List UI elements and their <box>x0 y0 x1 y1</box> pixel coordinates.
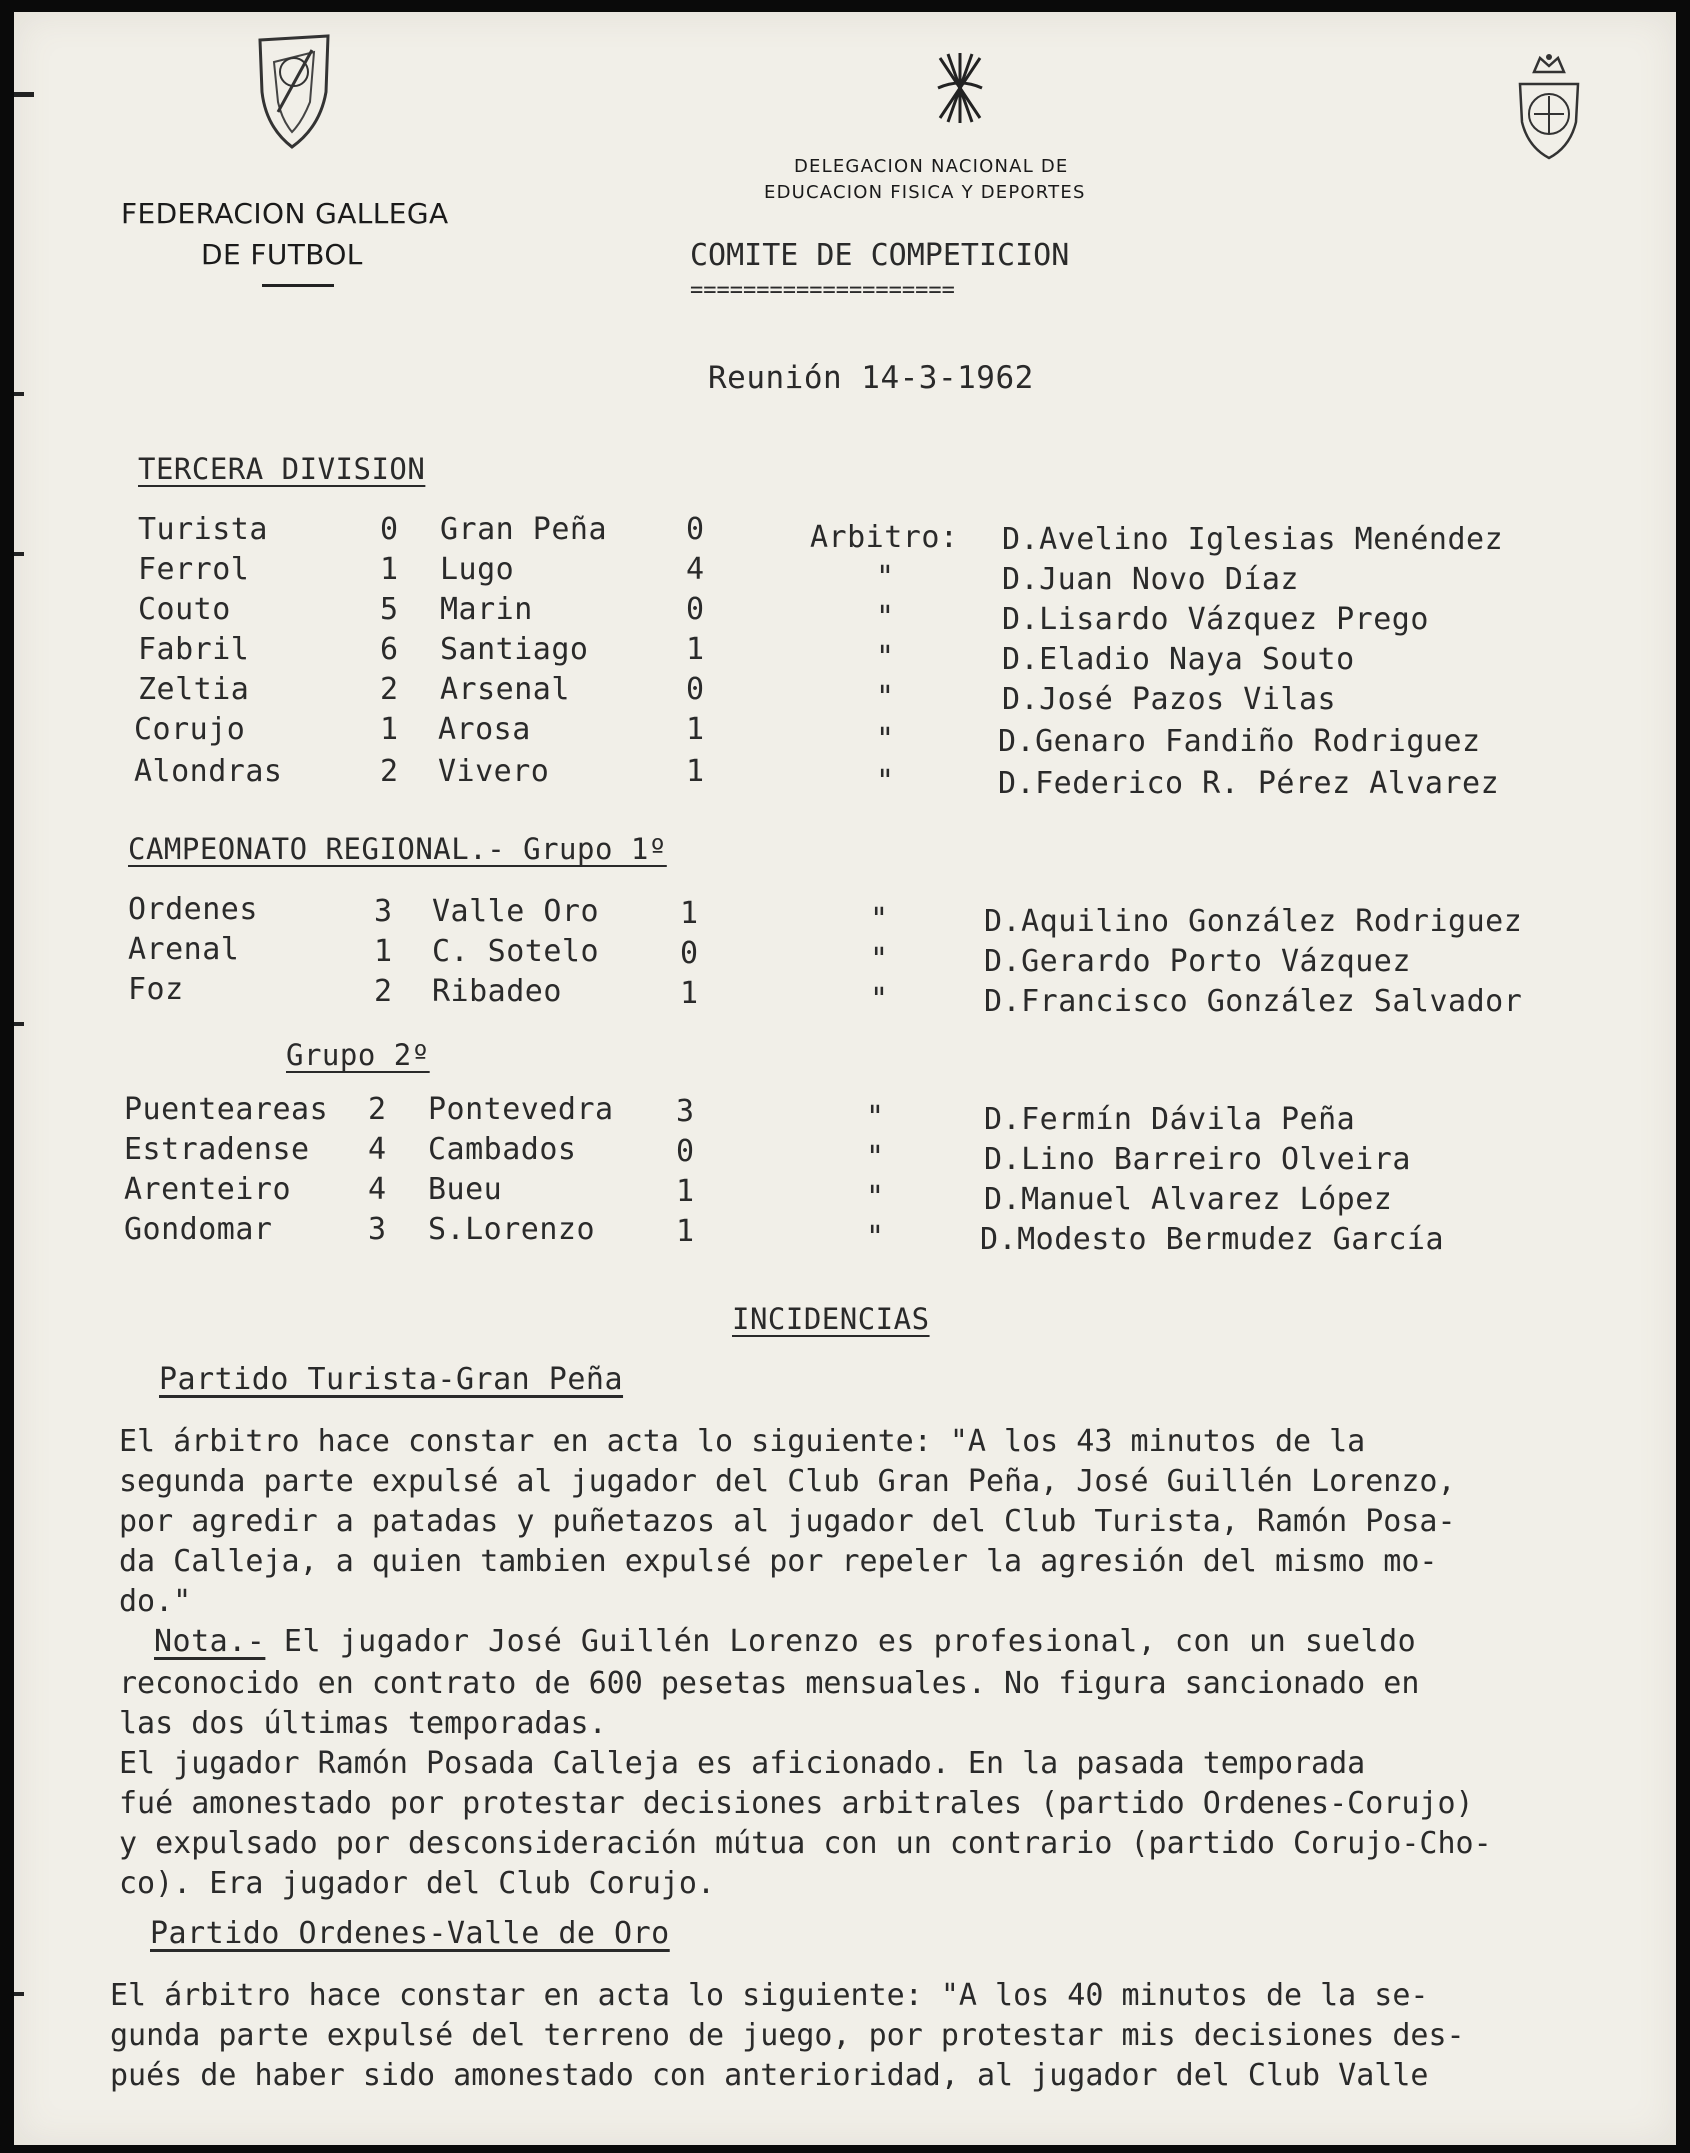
binder-mark <box>14 552 24 556</box>
away-team: Ribadeo <box>432 974 562 1009</box>
away-score: 1 <box>686 632 705 667</box>
away-score: 0 <box>686 672 705 707</box>
home-team: Arenal <box>128 932 240 967</box>
binder-mark <box>14 1992 24 1996</box>
ditto-mark: " <box>870 902 889 937</box>
binder-mark <box>14 392 24 396</box>
home-score: 2 <box>374 974 393 1009</box>
match1-title: Partido Turista-Gran Peña <box>159 1362 624 1397</box>
away-score: 1 <box>676 1214 695 1249</box>
referee-name: D.Eladio Naya Souto <box>1002 642 1355 677</box>
away-score: 0 <box>676 1134 695 1169</box>
away-score: 1 <box>686 712 705 747</box>
ditto-mark: " <box>870 942 889 977</box>
home-team: Estradense <box>124 1132 310 1167</box>
home-score: 2 <box>368 1092 387 1127</box>
committee-title: COMITE DE COMPETICION <box>690 238 1070 273</box>
section-heading-regional: CAMPEONATO REGIONAL.- Grupo 1º <box>128 832 667 866</box>
home-team: Puenteareas <box>124 1092 329 1127</box>
section-heading-tercera: TERCERA DIVISION <box>138 452 426 486</box>
nota-line: fué amonestado por protestar decisiones arbitrales (partido Ordenes-Corujo) <box>119 1786 1474 1821</box>
away-score: 4 <box>686 552 705 587</box>
referee-name: D.Juan Novo Díaz <box>1002 562 1299 597</box>
home-score: 0 <box>380 512 399 547</box>
referee-name: D.Aquilino González Rodriguez <box>984 904 1523 939</box>
away-team: Pontevedra <box>428 1092 614 1127</box>
document-page <box>14 12 1676 2145</box>
away-score: 1 <box>686 754 705 789</box>
ditto-mark: " <box>870 982 889 1017</box>
report-line: El árbitro hace constar en acta lo siguiente: "A los 40 minutos de la se- <box>110 1978 1429 2013</box>
referee-name: D.Lisardo Vázquez Prego <box>1002 602 1429 637</box>
nota-label: Nota.- <box>154 1624 266 1659</box>
home-score: 5 <box>380 592 399 627</box>
home-score: 1 <box>380 712 399 747</box>
referee-name: D.Lino Barreiro Olveira <box>984 1142 1411 1177</box>
ditto-mark: " <box>876 560 895 595</box>
ditto-mark: " <box>866 1100 885 1135</box>
federation-name-line2: DE FUTBOL <box>201 238 363 271</box>
report-line: gunda parte expulsé del terreno de juego, por protestar mis decisiones des- <box>110 2018 1465 2053</box>
away-score: 0 <box>686 512 705 547</box>
ditto-mark: " <box>866 1180 885 1215</box>
ditto-mark: " <box>876 764 895 799</box>
away-team: Vivero <box>438 754 550 789</box>
away-team: Gran Peña <box>440 512 608 547</box>
away-team: Bueu <box>428 1172 503 1207</box>
away-team: Arsenal <box>440 672 570 707</box>
referee-name: D.Francisco González Salvador <box>984 984 1523 1019</box>
home-score: 1 <box>380 552 399 587</box>
home-score: 2 <box>380 754 399 789</box>
home-score: 4 <box>368 1172 387 1207</box>
section-heading-incidencias: INCIDENCIAS <box>732 1302 930 1336</box>
referee-name: D.José Pazos Vilas <box>1002 682 1337 717</box>
away-team: Santiago <box>440 632 589 667</box>
yoke-arrows-emblem-icon <box>930 48 990 128</box>
home-score: 3 <box>374 894 393 929</box>
home-score: 2 <box>380 672 399 707</box>
away-team: Cambados <box>428 1132 577 1167</box>
away-score: 1 <box>676 1174 695 1209</box>
away-team: Lugo <box>440 552 515 587</box>
report-line: pués de haber sido amonestado con anterioridad, al jugador del Club Valle <box>110 2058 1429 2093</box>
away-team: Arosa <box>438 712 531 747</box>
report-line: por agredir a patadas y puñetazos al jugador del Club Turista, Ramón Posa- <box>119 1504 1456 1539</box>
away-team: S.Lorenzo <box>428 1212 596 1247</box>
home-team: Ordenes <box>128 892 258 927</box>
referee-name: D.Genaro Fandiño Rodriguez <box>998 724 1481 759</box>
federation-crest-icon <box>254 32 334 152</box>
nota-line: y expulsado por desconsideración mútua con un contrario (partido Corujo-Cho- <box>119 1826 1492 1861</box>
home-score: 6 <box>380 632 399 667</box>
ditto-mark: " <box>876 640 895 675</box>
home-team: Gondomar <box>124 1212 273 1247</box>
home-team: Turista <box>138 512 268 547</box>
section-heading-group2: Grupo 2º <box>286 1038 430 1072</box>
away-team: C. Sotelo <box>432 934 600 969</box>
match2-report <box>110 1976 1670 2096</box>
ditto-mark: " <box>876 722 895 757</box>
referee-label: Arbitro: <box>810 520 959 555</box>
match1-report <box>119 1422 1679 1622</box>
home-team: Arenteiro <box>124 1172 292 1207</box>
federation-name: FEDERACION GALLEGA <box>121 197 449 230</box>
home-score: 4 <box>368 1132 387 1167</box>
ditto-mark: " <box>866 1220 885 1255</box>
report-line: do." <box>119 1584 192 1619</box>
home-team: Couto <box>138 592 231 627</box>
referee-name: D.Manuel Alvarez López <box>984 1182 1393 1217</box>
report-line: El árbitro hace constar en acta lo siguiente: "A los 43 minutos de la <box>119 1424 1366 1459</box>
meeting-date: Reunión 14-3-1962 <box>708 360 1034 396</box>
ditto-mark: " <box>876 680 895 715</box>
nota-text: El jugador José Guillén Lorenzo es profesional, con un sueldo <box>265 1624 1417 1659</box>
home-score: 3 <box>368 1212 387 1247</box>
away-team: Valle Oro <box>432 894 600 929</box>
delegation-line2: EDUCACION FISICA Y DEPORTES <box>764 182 1086 203</box>
away-team: Marin <box>440 592 533 627</box>
ditto-mark: " <box>866 1140 885 1175</box>
referee-name: D.Gerardo Porto Vázquez <box>984 944 1411 979</box>
home-team: Fabril <box>138 632 250 667</box>
away-score: 3 <box>676 1094 695 1129</box>
referee-name: D.Fermín Dávila Peña <box>984 1102 1356 1137</box>
ditto-mark: " <box>876 600 895 635</box>
home-team: Corujo <box>134 712 246 747</box>
away-score: 1 <box>680 976 699 1011</box>
home-team: Alondras <box>134 754 283 789</box>
federation-underline <box>262 284 334 287</box>
referee-name: D.Modesto Bermudez García <box>980 1222 1445 1257</box>
report-line: segunda parte expulsé al jugador del Club Gran Peña, José Guillén Lorenzo, <box>119 1464 1456 1499</box>
nota-line: El jugador Ramón Posada Calleja es aficionado. En la pasada temporada <box>119 1746 1366 1781</box>
report-line: da Calleja, a quien tambien expulsé por repeler la agresión del mismo mo- <box>119 1544 1438 1579</box>
nota-line: reconocido en contrato de 600 pesetas mensuales. No figura sancionado en <box>119 1666 1420 1701</box>
binder-mark <box>14 92 34 97</box>
away-score: 0 <box>680 936 699 971</box>
nota-paragraph <box>119 1664 1679 1904</box>
home-team: Ferrol <box>138 552 250 587</box>
referee-name: D.Federico R. Pérez Alvarez <box>998 766 1500 801</box>
away-score: 1 <box>680 896 699 931</box>
delegation-line1: DELEGACION NACIONAL DE <box>794 156 1069 177</box>
home-team: Zeltia <box>138 672 250 707</box>
home-score: 1 <box>374 934 393 969</box>
away-score: 0 <box>686 592 705 627</box>
nota-line <box>154 1624 1416 1659</box>
binder-mark <box>14 1022 24 1026</box>
nota-line: co). Era jugador del Club Corujo. <box>119 1866 716 1901</box>
match2-title: Partido Ordenes-Valle de Oro <box>150 1916 670 1951</box>
royal-federation-crest-icon <box>1514 52 1584 162</box>
nota-line: las dos últimas temporadas. <box>119 1706 607 1741</box>
committee-rule: ==================== <box>690 278 955 303</box>
referee-name: D.Avelino Iglesias Menéndez <box>1002 522 1504 557</box>
home-team: Foz <box>128 972 184 1007</box>
